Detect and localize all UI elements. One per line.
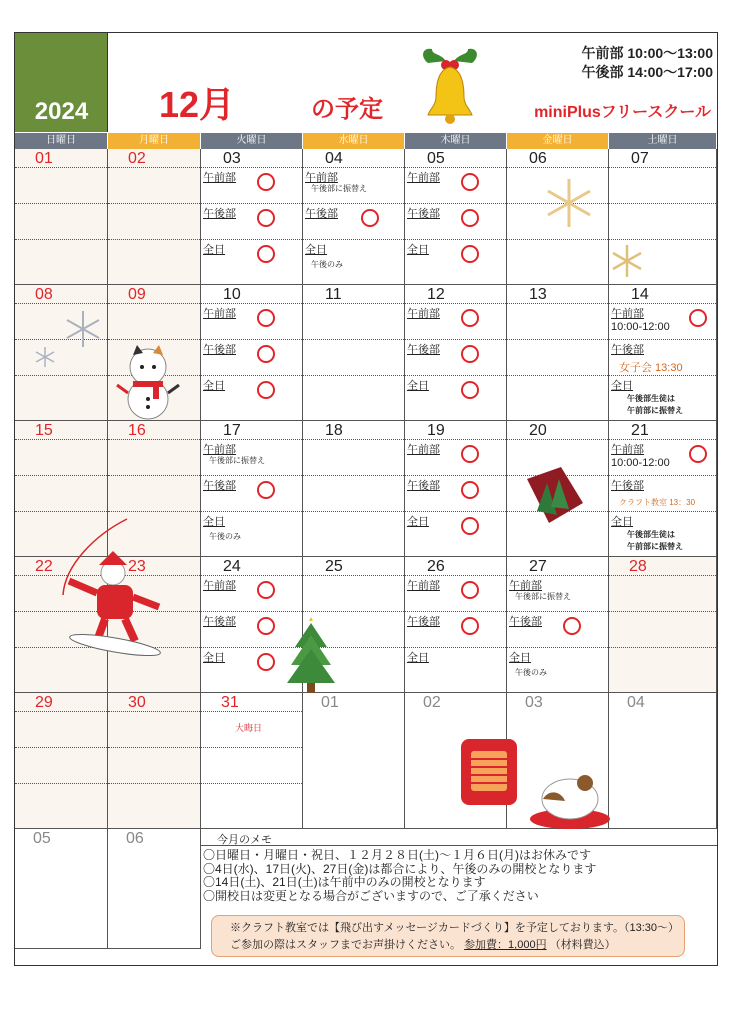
slot-divider: [15, 375, 107, 376]
slot-divider: [405, 239, 506, 240]
open-circle-icon: [461, 581, 479, 599]
memo-list: [203, 849, 596, 903]
slot-divider: [507, 339, 608, 340]
slot-divider: [108, 711, 200, 712]
slot-divider: [201, 239, 302, 240]
slot-divider: [108, 475, 200, 476]
weekday-label: 土曜日: [609, 133, 717, 149]
am-label: 午前部: [203, 580, 236, 592]
day-number: 27: [529, 558, 547, 575]
school-name: miniPlusフリースクール: [534, 104, 711, 121]
day-number: 15: [35, 422, 53, 439]
day-number: 04: [325, 150, 343, 167]
day-number: 23: [128, 558, 146, 575]
snowflake-icon: [609, 243, 645, 279]
slot-divider: [303, 575, 404, 576]
slot-divider: [15, 203, 107, 204]
day-number: 03: [223, 150, 241, 167]
day-cell: [405, 557, 507, 693]
slot-divider: [405, 167, 506, 168]
slot-divider: [609, 339, 716, 340]
day-number: 29: [35, 694, 53, 711]
pm-label: 午後部: [203, 480, 236, 492]
day-number: 10: [223, 286, 241, 303]
craft-notice-text: ご参加の際はスタッフまでお声掛けください。: [230, 939, 461, 951]
slot-divider: [405, 611, 506, 612]
slot-divider: [15, 439, 107, 440]
am-label: 午前部: [203, 444, 236, 456]
day-number: 17: [223, 422, 241, 439]
craft-fee: 参加費：1,000円: [464, 939, 547, 951]
day-number: 25: [325, 558, 343, 575]
am-label: 午前部: [509, 580, 542, 592]
am-label: 午前部: [305, 172, 338, 184]
slot-divider: [507, 439, 608, 440]
slot-divider: [108, 511, 200, 512]
open-circle-icon: [689, 445, 707, 463]
sleeping-cat-icon: [529, 769, 611, 831]
day-number: 07: [631, 150, 649, 167]
day-number: 06: [529, 150, 547, 167]
pm-label: 午後部: [509, 616, 542, 628]
slot-divider: [201, 203, 302, 204]
craft-fee-note: （材料費込）: [549, 939, 616, 951]
am-time: 10:00-12:00: [611, 457, 670, 469]
day-number: 01: [35, 150, 53, 167]
open-circle-icon: [461, 445, 479, 463]
open-circle-icon: [461, 309, 479, 327]
slot-divider: [609, 511, 716, 512]
day-cell: [201, 421, 303, 557]
day-number: 26: [427, 558, 445, 575]
day-number: 16: [128, 422, 146, 439]
slot-divider: [609, 203, 716, 204]
slot-divider: [609, 439, 716, 440]
slot-divider: [405, 303, 506, 304]
allday-label: 全日: [203, 244, 225, 256]
slot-divider: [201, 339, 302, 340]
am-label: 午前部: [407, 444, 440, 456]
craft-notice-line1: ※クラフト教室では【飛び出すメッセージカードづくり】を予定しております。（13:30～）: [230, 922, 680, 934]
slot-divider: [303, 239, 404, 240]
am-time: 10:00-12:00: [611, 321, 670, 333]
open-circle-icon: [257, 381, 275, 399]
slot-divider: [108, 239, 200, 240]
slot-divider: [609, 239, 716, 240]
slot-divider: [15, 511, 107, 512]
allday-label: 全日: [203, 380, 225, 392]
slot-divider: [405, 475, 506, 476]
slot-divider: [15, 303, 107, 304]
slot-divider: [609, 375, 716, 376]
open-circle-icon: [461, 173, 479, 191]
open-circle-icon: [563, 617, 581, 635]
memo-line: 〇日曜日・月曜日・祝日、１２月２８日(土)～１月６日(月)はお休みです: [203, 848, 591, 862]
memo-panel: [201, 829, 717, 965]
calendar-sheet: [14, 32, 718, 966]
allday-label: 全日: [611, 380, 633, 392]
day-number: 19: [427, 422, 445, 439]
craft-class-note: クラフト教室 13：30: [619, 498, 696, 507]
day-number: 05: [33, 830, 51, 847]
memo-title: 今月のメモ: [217, 834, 272, 846]
slot-divider: [108, 747, 200, 748]
day-cell: [108, 149, 201, 285]
snowflake-icon: [33, 345, 57, 369]
slot-divider: [507, 647, 608, 648]
day-cell: [405, 285, 507, 421]
allday-label: 全日: [407, 380, 429, 392]
slot-divider: [201, 611, 302, 612]
slot-divider: [108, 167, 200, 168]
pm-label: 午後部: [305, 208, 338, 220]
pm-students-note: 午前部に振替え: [627, 542, 683, 551]
day-number: 12: [427, 286, 445, 303]
day-number: 08: [35, 286, 53, 303]
slot-divider: [609, 303, 716, 304]
pm-label: 午後部: [407, 616, 440, 628]
open-circle-icon: [461, 245, 479, 263]
slot-divider: [15, 783, 107, 784]
slot-divider: [15, 711, 107, 712]
slot-divider: [507, 167, 608, 168]
slot-divider: [201, 511, 302, 512]
slot-divider: [405, 375, 506, 376]
slot-divider: [507, 239, 608, 240]
open-circle-icon: [257, 345, 275, 363]
day-number: 22: [35, 558, 53, 575]
greeting-card-icon: [523, 465, 587, 527]
memo-line: 〇開校日は変更となる場合がございますので、ご了承ください: [203, 888, 539, 903]
day-number: 14: [631, 286, 649, 303]
slot-divider: [303, 511, 404, 512]
slot-divider: [15, 475, 107, 476]
memo-line: 〇4日(水)、17日(火)、27日(金)は都合により、午後のみの開校となります: [203, 861, 597, 876]
pm-only-note: 午後のみ: [209, 532, 241, 541]
new-years-eve-note: 大晦日: [235, 723, 263, 733]
slot-divider: [201, 303, 302, 304]
slot-divider: [108, 439, 200, 440]
year-label: 2024: [34, 98, 89, 125]
open-circle-icon: [461, 517, 479, 535]
open-circle-icon: [461, 381, 479, 399]
open-circle-icon: [461, 209, 479, 227]
day-cell: [15, 829, 108, 949]
weekday-label: 木曜日: [405, 133, 507, 149]
pm-label: 午後部: [407, 208, 440, 220]
slot-divider: [15, 167, 107, 168]
open-circle-icon: [257, 209, 275, 227]
allday-label: 全日: [203, 516, 225, 528]
slot-divider: [303, 611, 404, 612]
slot-divider: [507, 575, 608, 576]
craft-notice: [211, 915, 685, 957]
day-cell: [108, 693, 201, 829]
slot-divider: [609, 475, 716, 476]
pm-label: 午後部: [203, 208, 236, 220]
slot-divider: [405, 575, 506, 576]
slot-divider: [507, 611, 608, 612]
open-circle-icon: [461, 345, 479, 363]
open-circle-icon: [257, 581, 275, 599]
slot-divider: [108, 339, 200, 340]
slot-divider: [507, 375, 608, 376]
pm-label: 午後部: [203, 344, 236, 356]
open-circle-icon: [461, 617, 479, 635]
day-cell: [303, 421, 405, 557]
day-cell: [507, 285, 609, 421]
swap-note: 午後部に振替え: [311, 184, 367, 193]
day-number: 20: [529, 422, 547, 439]
day-cell: [609, 421, 717, 557]
slot-divider: [201, 475, 302, 476]
day-cell: [108, 829, 201, 949]
allday-label: 全日: [407, 652, 429, 664]
day-cell: [609, 557, 717, 693]
slot-divider: [303, 167, 404, 168]
pm-only-note: 午後のみ: [515, 668, 547, 677]
slot-divider: [609, 647, 716, 648]
slot-divider: [201, 747, 302, 748]
slot-divider: [303, 475, 404, 476]
slot-divider: [108, 783, 200, 784]
pm-students-note: 午後部生徒は: [627, 530, 675, 539]
day-cell: [303, 693, 405, 829]
allday-label: 全日: [305, 244, 327, 256]
open-circle-icon: [257, 653, 275, 671]
day-cell: [507, 557, 609, 693]
day-number: 02: [423, 694, 441, 711]
open-circle-icon: [257, 173, 275, 191]
open-circle-icon: [257, 617, 275, 635]
slot-divider: [609, 611, 716, 612]
day-cell: [201, 285, 303, 421]
hours-pm: 午後部 14:00～17:00: [581, 64, 713, 80]
slot-divider: [609, 575, 716, 576]
day-number: 01: [321, 694, 339, 711]
pm-label: 午後部: [203, 616, 236, 628]
pm-only-note: 午後のみ: [311, 260, 343, 269]
am-label: 午前部: [203, 172, 236, 184]
day-cell: [405, 149, 507, 285]
allday-label: 全日: [611, 516, 633, 528]
allday-label: 全日: [407, 516, 429, 528]
day-number: 02: [128, 150, 146, 167]
day-number: 21: [631, 422, 649, 439]
open-circle-icon: [257, 309, 275, 327]
day-cell: [609, 693, 717, 829]
slot-divider: [201, 783, 302, 784]
slot-divider: [201, 375, 302, 376]
year-box: [15, 33, 108, 132]
day-number: 06: [126, 830, 144, 847]
slot-divider: [609, 167, 716, 168]
day-number: 04: [627, 694, 645, 711]
slot-divider: [405, 511, 506, 512]
open-circle-icon: [689, 309, 707, 327]
pm-label: 午後部: [407, 344, 440, 356]
weekday-label: 月曜日: [108, 133, 201, 149]
slot-divider: [303, 375, 404, 376]
slot-divider: [15, 747, 107, 748]
open-circle-icon: [257, 245, 275, 263]
pm-label: 午後部: [407, 480, 440, 492]
day-cell: [15, 693, 108, 829]
pm-students-note: 午前部に振替え: [627, 406, 683, 415]
am-label: 午前部: [407, 580, 440, 592]
santa-snowboard-icon: [55, 515, 175, 671]
day-number: 11: [325, 286, 342, 303]
month-title: 12月: [159, 84, 236, 125]
day-cell: [303, 149, 405, 285]
snowman-cat-icon: [113, 343, 183, 421]
swap-note: 午後部に振替え: [515, 592, 571, 601]
weekday-label: 金曜日: [507, 133, 609, 149]
day-number: 30: [128, 694, 146, 711]
pm-label: 午後部: [611, 480, 644, 492]
day-cell: [15, 149, 108, 285]
slot-divider: [405, 439, 506, 440]
girls-meeting-note: 女子会 13:30: [619, 362, 683, 374]
day-cell: [15, 285, 108, 421]
am-label: 午前部: [611, 444, 644, 456]
pm-label: 午後部: [611, 344, 644, 356]
slot-divider: [303, 439, 404, 440]
day-number: 09: [128, 286, 146, 303]
craft-notice-line2: [230, 937, 684, 954]
christmas-tree-icon: [287, 615, 335, 695]
slot-divider: [108, 303, 200, 304]
day-number: 28: [629, 558, 647, 575]
am-label: 午前部: [407, 172, 440, 184]
allday-label: 全日: [203, 652, 225, 664]
am-label: 午前部: [203, 308, 236, 320]
slot-divider: [108, 203, 200, 204]
pm-students-note: 午後部生徒は: [627, 394, 675, 403]
am-label: 午前部: [407, 308, 440, 320]
holly-bell-icon: [418, 45, 482, 125]
day-number: 13: [529, 286, 547, 303]
slot-divider: [201, 711, 302, 712]
day-number: 24: [223, 558, 241, 575]
weekday-label: 水曜日: [303, 133, 405, 149]
slot-divider: [405, 203, 506, 204]
day-cell: [201, 149, 303, 285]
am-label: 午前部: [611, 308, 644, 320]
slot-divider: [303, 203, 404, 204]
day-number: 05: [427, 150, 445, 167]
slot-divider: [507, 303, 608, 304]
day-cell: [609, 285, 717, 421]
snowflake-icon: [541, 175, 597, 231]
slot-divider: [405, 647, 506, 648]
allday-label: 全日: [509, 652, 531, 664]
allday-label: 全日: [407, 244, 429, 256]
open-circle-icon: [461, 481, 479, 499]
slot-divider: [303, 303, 404, 304]
slot-divider: [201, 167, 302, 168]
slot-divider: [201, 575, 302, 576]
open-circle-icon: [257, 481, 275, 499]
slot-divider: [405, 339, 506, 340]
day-number: 03: [525, 694, 543, 711]
swap-note: 午後部に振替え: [209, 456, 265, 465]
day-number: 31: [221, 694, 239, 711]
day-number: 18: [325, 422, 343, 439]
day-cell: [303, 285, 405, 421]
slot-divider: [303, 339, 404, 340]
weekday-label: 日曜日: [15, 133, 108, 149]
open-circle-icon: [361, 209, 379, 227]
day-cell: [405, 421, 507, 557]
hours-am: 午前部 10:00～13:00: [581, 45, 713, 61]
day-cell: [201, 693, 303, 829]
weekday-label: 火曜日: [201, 133, 303, 149]
snowflake-icon: [63, 309, 103, 349]
slot-divider: [201, 439, 302, 440]
heater-icon: [459, 737, 519, 809]
memo-line: 〇14日(土)、21日(土)は午前中のみの開校となります: [203, 875, 486, 889]
slot-divider: [15, 239, 107, 240]
weekday-header: [15, 133, 717, 149]
schedule-title: の予定: [311, 96, 383, 123]
